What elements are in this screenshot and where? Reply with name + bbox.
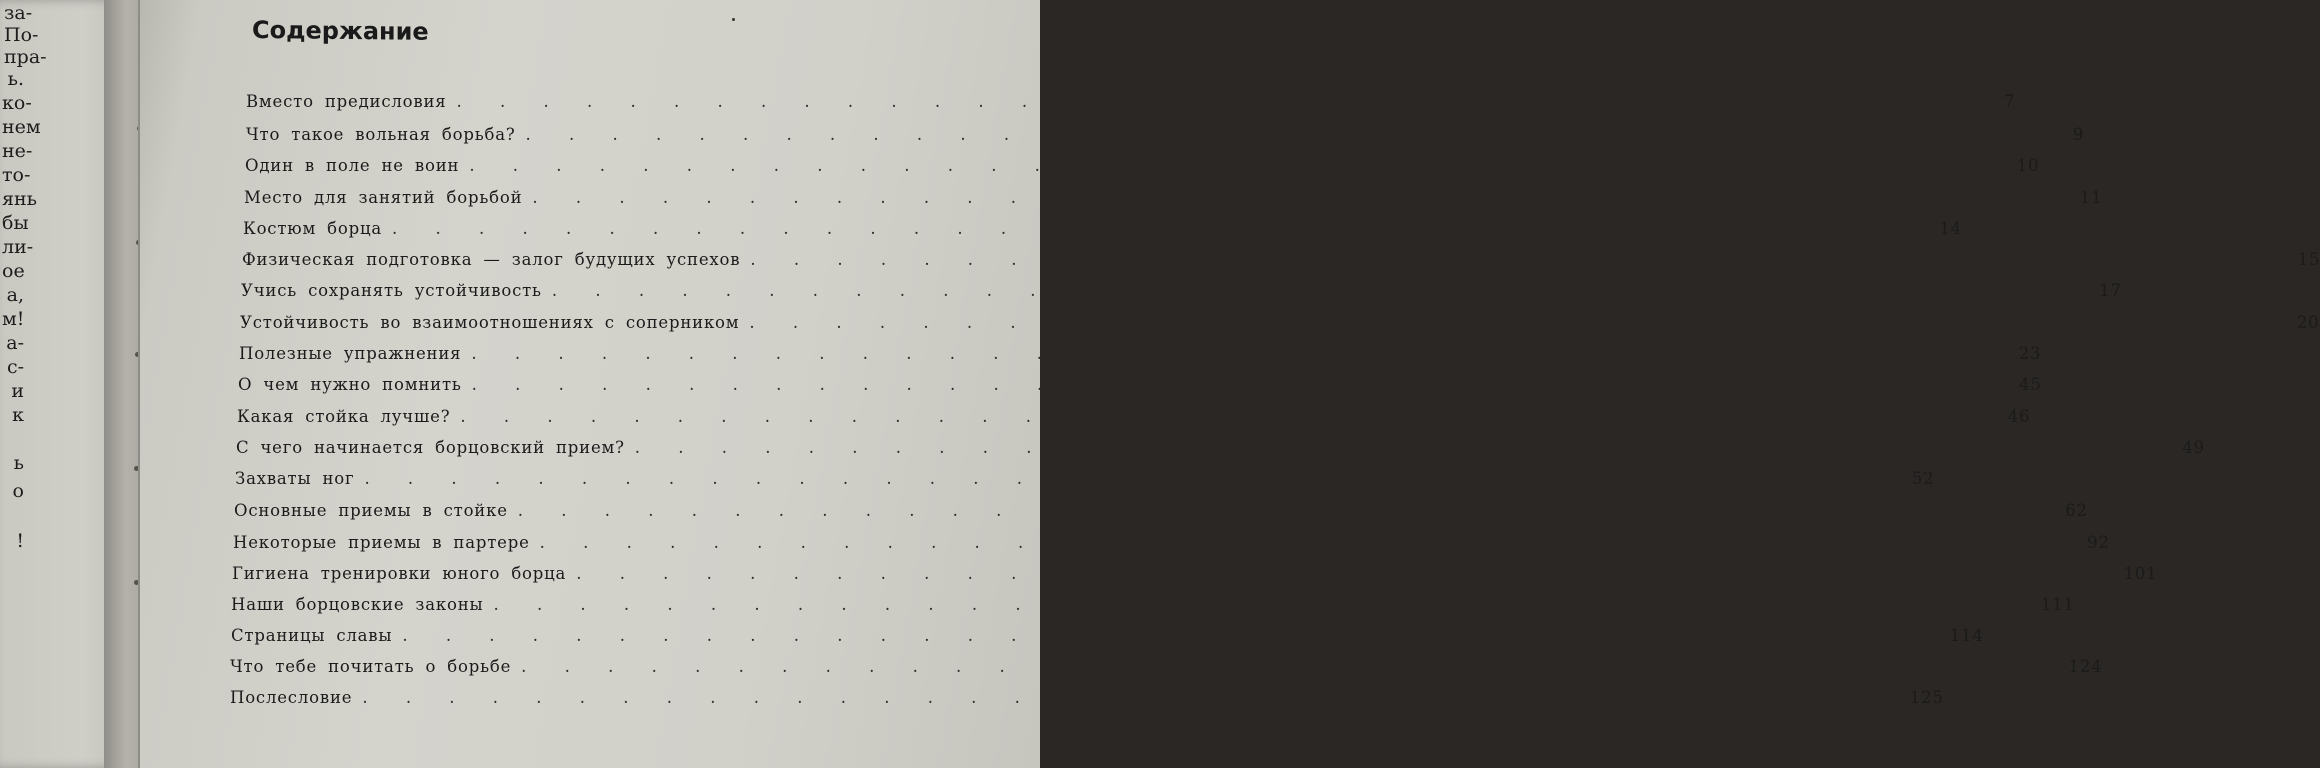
toc-entry-title: Страницы славы bbox=[231, 626, 393, 645]
text-fragment: По- bbox=[4, 24, 39, 46]
toc-entry-page: 125 bbox=[1909, 688, 1944, 707]
toc-entry-page: 23 bbox=[2018, 344, 2042, 363]
page-title: Содержание bbox=[252, 16, 429, 46]
toc-entry-title: Учись сохранять устойчивость bbox=[241, 281, 542, 300]
toc-entry bbox=[232, 564, 2158, 588]
leader-dots: . . . . . . . . . . . . . . . . . . . . . . . . . . . . . . . . . . . . bbox=[402, 626, 1944, 645]
toc-entry bbox=[244, 188, 2103, 212]
text-fragment: о bbox=[12, 480, 24, 502]
toc-entry-page: 9 bbox=[2072, 125, 2085, 144]
toc-entry-title: Место для занятий борьбой bbox=[244, 188, 523, 207]
leader-dots: . . . . . . . . . . . . . . . . . . . . . . . . . . . . . . . . . . . . bbox=[471, 375, 2014, 394]
toc-entry-page: 17 bbox=[2099, 281, 2122, 300]
toc-entry-page: 10 bbox=[2016, 156, 2040, 175]
toc-entry-page: 11 bbox=[2079, 188, 2103, 207]
leader-dots: . . . . . . . . . . . . . . . . . . . . . . . . . . . . . . . . . . . . bbox=[539, 533, 2082, 552]
leader-dots: . . . . . . . . . . . . . . . . . . . . . . . . . . . . . . . . . . . . bbox=[469, 156, 2011, 175]
leader-dots: . . . . . . . . . . . . . . . . . . . . . . . . . . . . . . . . . . . . bbox=[750, 250, 2292, 269]
leader-dots: . . . . . . . . . . . . . . . . . . . . . . . . . . . . . . . . . . . . bbox=[532, 188, 2074, 207]
toc-entry bbox=[245, 156, 2040, 180]
text-fragment: ое bbox=[2, 260, 25, 282]
toc-entry-title: Устойчивость во взаимоотношениях с соперником bbox=[240, 313, 740, 332]
toc-entry-page: 20 bbox=[2296, 313, 2320, 332]
toc-entry-title: Что такое вольная борьба? bbox=[246, 125, 516, 144]
toc-entry bbox=[234, 501, 2088, 525]
text-fragment: к bbox=[12, 404, 24, 426]
text-fragment: ! bbox=[16, 530, 24, 552]
text-fragment: м! bbox=[2, 308, 25, 330]
toc-entry bbox=[237, 407, 2031, 431]
toc-entry bbox=[233, 533, 2110, 557]
text-fragment: и bbox=[11, 380, 24, 402]
leader-dots: . . . . . . . . . . . . . . . . . . . . . . . . . . . . . . . . . . . . bbox=[362, 688, 1904, 707]
toc-entry-title: Основные приемы в стойке bbox=[234, 501, 508, 520]
toc-entry-title: С чего начинается борцовский прием? bbox=[236, 438, 625, 457]
toc-entry bbox=[238, 375, 2042, 399]
toc-entry bbox=[243, 219, 1962, 243]
toc-entry bbox=[235, 469, 1935, 493]
toc-entry-page: 114 bbox=[1949, 626, 1984, 645]
leader-dots: . . . . . . . . . . . . . . . . . . . . . . . . . . . . . . . . . . . . bbox=[493, 595, 2035, 614]
toc-entry-page: 52 bbox=[1911, 469, 1935, 488]
leader-dots: . . . . . . . . . . . . . . . . . . . . . . . . . . . . . . . . . . . . bbox=[525, 125, 2067, 144]
toc-entry bbox=[231, 626, 1984, 650]
text-fragment: ь. bbox=[7, 68, 24, 90]
text-fragment: ли- bbox=[2, 236, 34, 258]
toc-entry bbox=[231, 595, 2075, 619]
toc-entry bbox=[241, 281, 2122, 305]
toc-entry bbox=[236, 438, 2205, 462]
text-fragment: пра- bbox=[4, 46, 47, 68]
toc-entry-page: 15 bbox=[2297, 250, 2320, 269]
toc-entry-title: Гигиена тренировки юного борца bbox=[232, 564, 567, 583]
text-fragment: ко- bbox=[2, 92, 32, 114]
toc-entry bbox=[239, 344, 2042, 368]
text-fragment: за- bbox=[4, 2, 33, 24]
toc-entry-page: 101 bbox=[2123, 564, 2158, 583]
toc-entry-page: 92 bbox=[2087, 533, 2110, 552]
toc-entry-title: Послесловие bbox=[230, 688, 353, 707]
toc-entry-title: Физическая подготовка — залог будущих успехов bbox=[242, 250, 741, 269]
leader-dots: . . . . . . . . . . . . . . . . . . . . . . . . . . . . . . . . . . . . bbox=[364, 469, 1906, 488]
leader-dots: . . . . . . . . . . . . . . . . . . . . . . . . . . . . . . . . . . . . bbox=[634, 438, 2177, 457]
leader-dots: . . . . . . . . . . . . . . . . . . . . . . . . . . . . . . . . . . . . bbox=[392, 219, 1934, 238]
text-fragment: бы bbox=[2, 212, 29, 234]
text-fragment: а- bbox=[6, 332, 24, 354]
toc-entry-title: Захваты ног bbox=[235, 469, 355, 488]
toc-entry bbox=[246, 125, 2085, 149]
toc-entry-title: Вместо предисловия bbox=[246, 92, 447, 111]
leader-dots: . . . . . . . . . . . . . . . . . . . . . . . . . . . . . . . . . . . . bbox=[471, 344, 2013, 363]
toc-entry-title: Какая стойка лучше? bbox=[237, 407, 451, 426]
toc-entry-title: Что тебе почитать о борьбе bbox=[230, 657, 512, 676]
toc-entry-page: 46 bbox=[2007, 407, 2031, 426]
leader-dots: . . . . . . . . . . . . . . . . . . . . . . . . . . . . . . . . . . . . bbox=[576, 564, 2118, 583]
toc-entry-page: 49 bbox=[2182, 438, 2205, 457]
leader-dots: . . . . . . . . . . . . . . . . . . . . . . . . . . . . . . . . . . . . bbox=[749, 313, 2291, 332]
toc-entry-title: Некоторые приемы в партере bbox=[233, 533, 530, 552]
toc-entry-page: 7 bbox=[2003, 92, 2016, 111]
toc-entry-title: О чем нужно помнить bbox=[238, 375, 462, 394]
toc-entry bbox=[242, 250, 2320, 274]
toc-entry-title: Один в поле не воин bbox=[245, 156, 460, 175]
text-fragment: нем bbox=[2, 116, 41, 138]
toc-entry-page: 14 bbox=[1939, 219, 1962, 238]
toc-entry-title: Костюм борца bbox=[243, 219, 382, 238]
leader-dots: . . . . . . . . . . . . . . . . . . . . . . . . . . . . . . . . . . . . bbox=[521, 657, 2063, 676]
toc-entry bbox=[240, 313, 2320, 337]
leader-dots: . . . . . . . . . . . . . . . . . . . . . . . . . . . . . . . . . . . . bbox=[460, 407, 2002, 426]
toc-entry-title: Полезные упражнения bbox=[239, 344, 462, 363]
toc-entry bbox=[230, 657, 2103, 681]
text-fragment: с- bbox=[6, 356, 24, 378]
text-fragment: то- bbox=[2, 164, 31, 186]
text-fragment: ь bbox=[13, 452, 24, 474]
toc-entry-page: 62 bbox=[2065, 501, 2088, 520]
toc-entry-title: Наши борцовские законы bbox=[231, 595, 484, 614]
leader-dots: . . . . . . . . . . . . . . . . . . . . . . . . . . . . . . . . . . . . bbox=[456, 92, 1998, 111]
leader-dots: . . . . . . . . . . . . . . . . . . . . . . . . . . . . . . . . . . . . bbox=[551, 281, 2094, 300]
text-fragment: а, bbox=[6, 284, 24, 306]
text-fragment: не- bbox=[2, 140, 33, 162]
paper-speck bbox=[732, 18, 735, 21]
toc-entry bbox=[230, 688, 1944, 712]
text-fragment: янь bbox=[2, 188, 37, 210]
toc-entry-page: 45 bbox=[2019, 375, 2042, 394]
leader-dots: . . . . . . . . . . . . . . . . . . . . . . . . . . . . . . . . . . . . bbox=[517, 501, 2060, 520]
contents-page bbox=[138, 0, 2320, 768]
toc-entry-page: 111 bbox=[2040, 595, 2075, 614]
toc-entry bbox=[246, 92, 2016, 116]
toc-entry-page: 124 bbox=[2068, 657, 2103, 676]
